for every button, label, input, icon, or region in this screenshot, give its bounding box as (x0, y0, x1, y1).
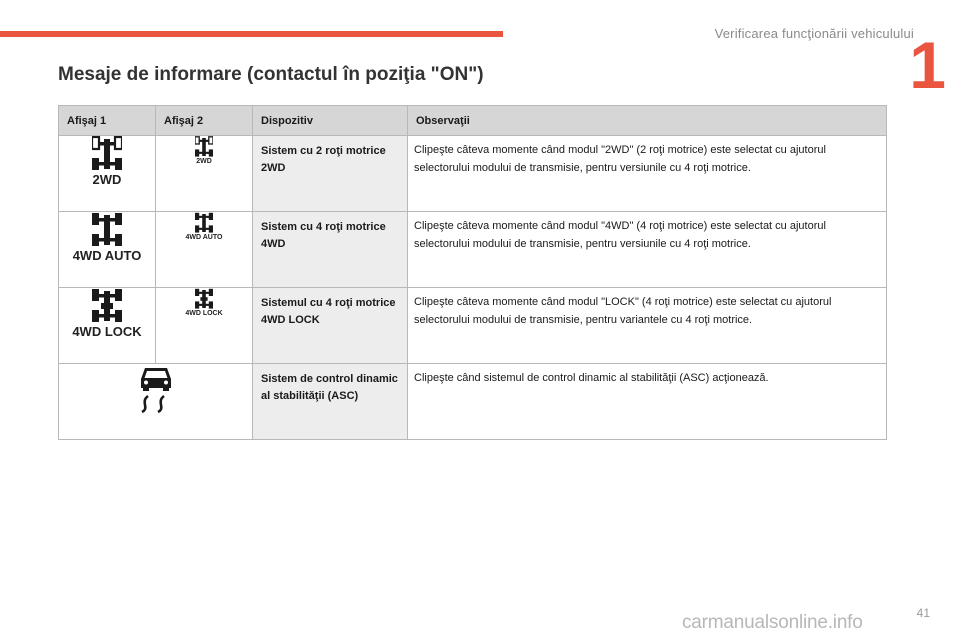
display1-cell (59, 212, 156, 288)
notes-cell: Clipeşte câteva momente când modul "2WD" (2 roţi motrice) este selectat cu ajutorul selectorului modului de transmisie, pentru versiunile cu 4 roţi motrice. (408, 136, 887, 212)
watermark: carmanualsonline.info (682, 612, 863, 633)
device-cell: Sistem cu 4 roţi motrice 4WD (253, 212, 408, 288)
chapter-number: 1 (909, 28, 946, 102)
top-accent-bar (0, 31, 503, 37)
display1-cell (59, 288, 156, 364)
page-number: 41 (916, 606, 930, 620)
table-row (59, 212, 887, 288)
display1-label: 4WD LOCK (72, 324, 142, 339)
notes-cell: Clipeşte câteva momente când modul "LOCK" (4 roţi motrice) este selectat cu ajutorul selectorului modului de transmisie, pentru variantele cu 4 roţi motrice. (408, 288, 887, 364)
column-header-display1: Afişaj 1 (59, 106, 156, 136)
display1-label: 4WD AUTO (72, 248, 142, 263)
display2-cell (156, 288, 253, 364)
display1-cell (59, 136, 156, 212)
table-row (59, 364, 887, 440)
display2-cell (156, 136, 253, 212)
display-cell-merged (59, 364, 253, 440)
display2-label: 4WD LOCK (185, 310, 223, 317)
device-cell: Sistem cu 2 roţi motrice 2WD (253, 136, 408, 212)
4wd-lock-drivetrain-icon (72, 288, 141, 338)
table-row (59, 288, 887, 364)
column-header-display2: Afişaj 2 (156, 106, 253, 136)
display2-label: 2WD (196, 158, 212, 165)
section-title: Verificarea funcţionării vehiculului (714, 26, 914, 41)
2wd-drivetrain-icon (92, 136, 122, 186)
display2-label: 4WD AUTO (185, 234, 223, 241)
table-header-row (59, 106, 887, 136)
4wd-lock-drivetrain-icon (185, 288, 222, 317)
column-header-notes: Observaţii (408, 106, 887, 136)
table-row (59, 136, 887, 212)
device-cell: Sistemul cu 4 roţi motrice 4WD LOCK (253, 288, 408, 364)
display1-label: 2WD (92, 172, 122, 187)
4wd-auto-drivetrain-icon (186, 212, 223, 241)
info-messages-table (58, 105, 887, 440)
stability-control-icon (136, 364, 176, 414)
notes-cell: Clipeşte câteva momente când modul "4WD" (4 roţi motrice) este selectat cu ajutorul selectorului modului de transmisie, pentru versiunile cu 4 roţi motrice. (408, 212, 887, 288)
page-title: Mesaje de informare (contactul în poziţia "ON") (58, 64, 484, 85)
display2-cell (156, 212, 253, 288)
device-cell: Sistem de control dinamic al stabilităţii (ASC) (253, 364, 408, 440)
column-header-device: Dispozitiv (253, 106, 408, 136)
4wd-auto-drivetrain-icon (73, 212, 142, 262)
2wd-drivetrain-icon (195, 136, 213, 165)
notes-cell: Clipeşte când sistemul de control dinamic al stabilităţii (ASC) acţionează. (408, 364, 887, 440)
